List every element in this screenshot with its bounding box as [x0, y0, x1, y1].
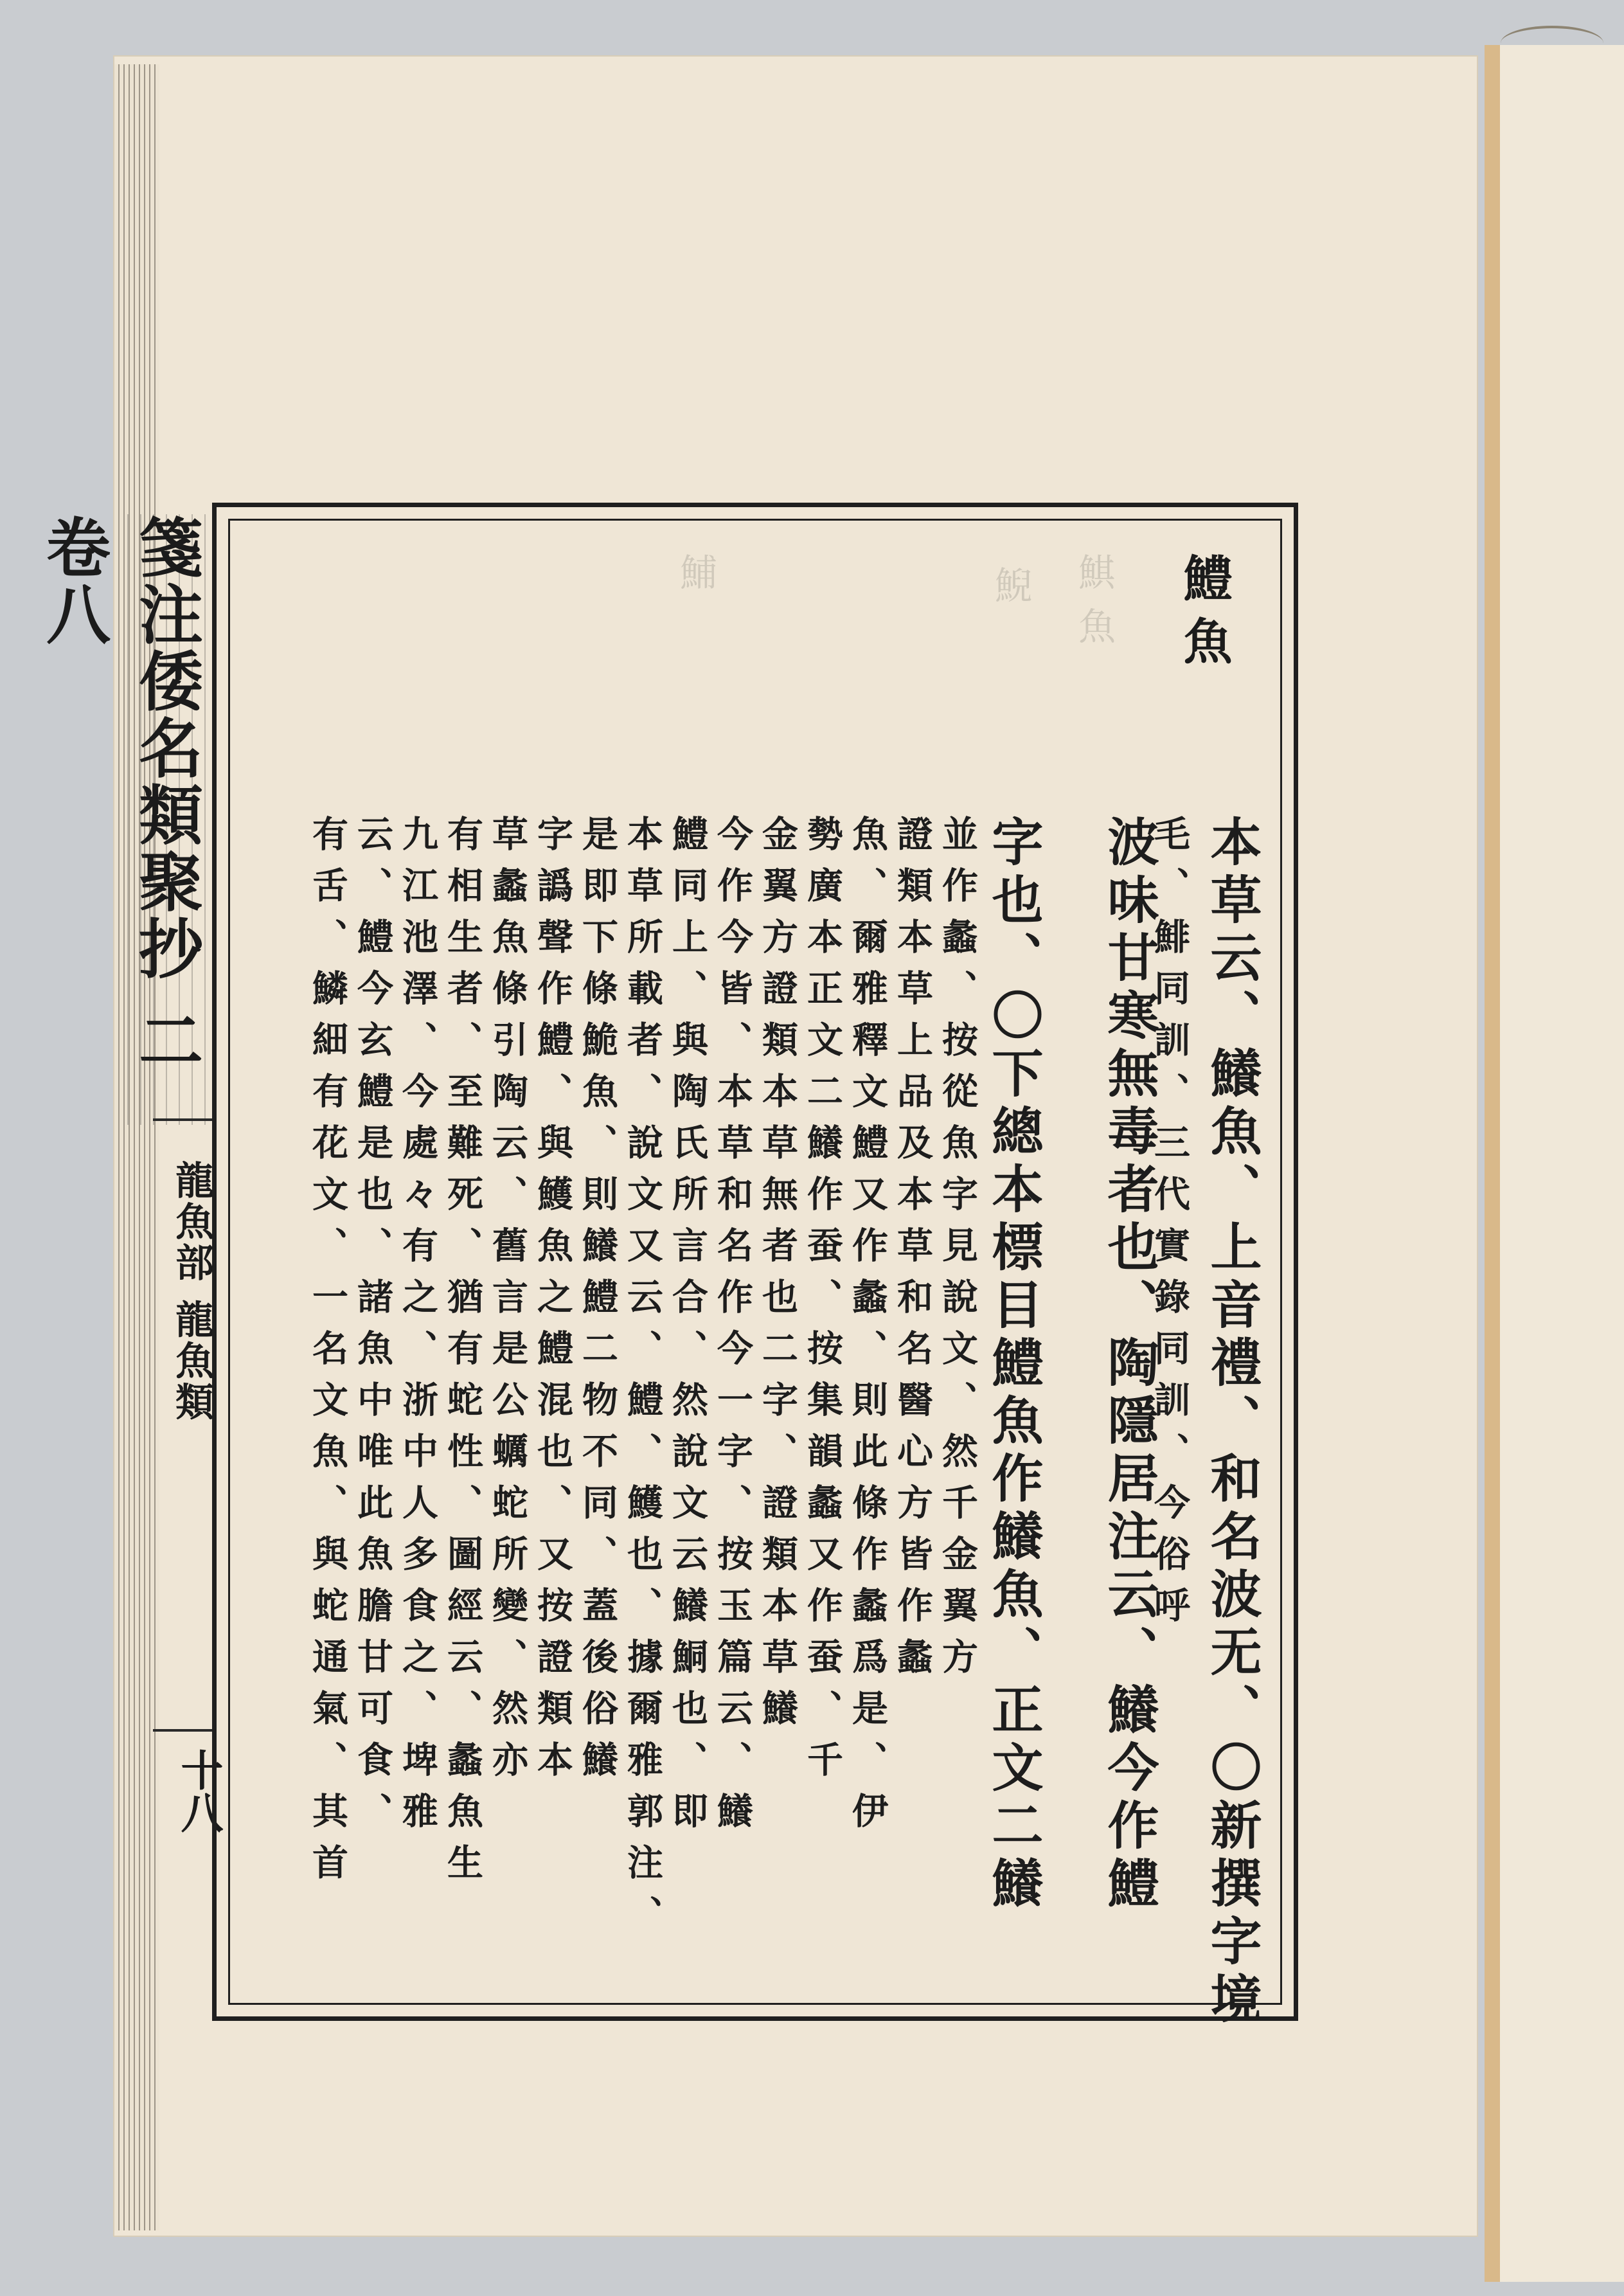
text-column: 本草云、鱶魚、上音禮、和名波无、〇新撰字境: [1202, 815, 1262, 2030]
text-column: 字譌聲作鱧、與鱯魚之鱧混也、又按證類本: [531, 815, 574, 1792]
text-column: 鱧同上、與陶氏所言合、然說文云鱶鮦也、即: [666, 815, 709, 1843]
text-column: 魚、爾雅釋文鱧又作蠡、則此條作蠡爲是、伊: [846, 815, 889, 1843]
text-column: 云、鱧今玄鱧是也、諸魚中唯此魚膽甘可食、: [352, 815, 394, 1843]
text-column: 波味甘寒無毒者也、陶隱居注云、鱶今作鱧: [1099, 815, 1159, 1914]
text-column: 是即下條鮠魚、則鱶鱧二物不同、蓋後俗鱶: [576, 815, 619, 1792]
text-column: 九江池澤、今處々有之、浙中人多食之、埤雅: [397, 815, 439, 1843]
entry-heading: 鱧魚: [1175, 553, 1233, 679]
text-column: 並作蠡、按從魚字見說文、然千金翼方: [936, 815, 979, 1689]
text-column: 毛、鯡同訓、三代實錄同訓、今俗呼: [1148, 815, 1191, 1638]
page-number: 十八: [174, 1748, 224, 1833]
text-column: 草蠡魚條引陶云、舊言是公蠣蛇所變、然亦: [486, 815, 529, 1792]
margin-book-title: 箋注倭名類聚抄 二 卷八: [116, 514, 212, 1125]
page-edges: [114, 64, 159, 2230]
text-column: 今作今皆、本草和名作今一字、按玉篇云、鱶: [711, 815, 754, 1843]
text-column: 證類本草上品及本草和名醫心方皆作蠡: [891, 815, 934, 1689]
text-column: 有相生者、至難死、猶有蛇性、圖經云、蠡魚生: [442, 815, 484, 1895]
text-column: 勢廣本正文二鱶作蚕、按集韻蠡又作蚕、千: [801, 815, 844, 1792]
bleed-through-text: 鯕魚: [1072, 553, 1116, 661]
text-column: 有舌、鱗細有花文、一名文魚、與蛇通氣、其首: [307, 815, 349, 1895]
margin-rule: [153, 1729, 215, 1732]
margin-section-label: 龍魚部 龍魚類: [169, 1160, 214, 1423]
text-column: 本草所載者、說文又云、鱧、鱯也、據爾雅郭注、: [621, 815, 664, 1946]
text-column: 字也、〇下總本標目鱧魚作鱶魚、正文二鱶: [983, 815, 1044, 1914]
margin-rule: [153, 1118, 215, 1121]
bleed-through-text: 鯆: [674, 553, 717, 607]
text-column: 金翼方證類本草無者也二字、證類本草鱶: [756, 815, 799, 1741]
facing-page: [1485, 45, 1624, 2282]
binding-thread: [1501, 26, 1603, 60]
bleed-through-text: 鯢: [988, 566, 1032, 620]
